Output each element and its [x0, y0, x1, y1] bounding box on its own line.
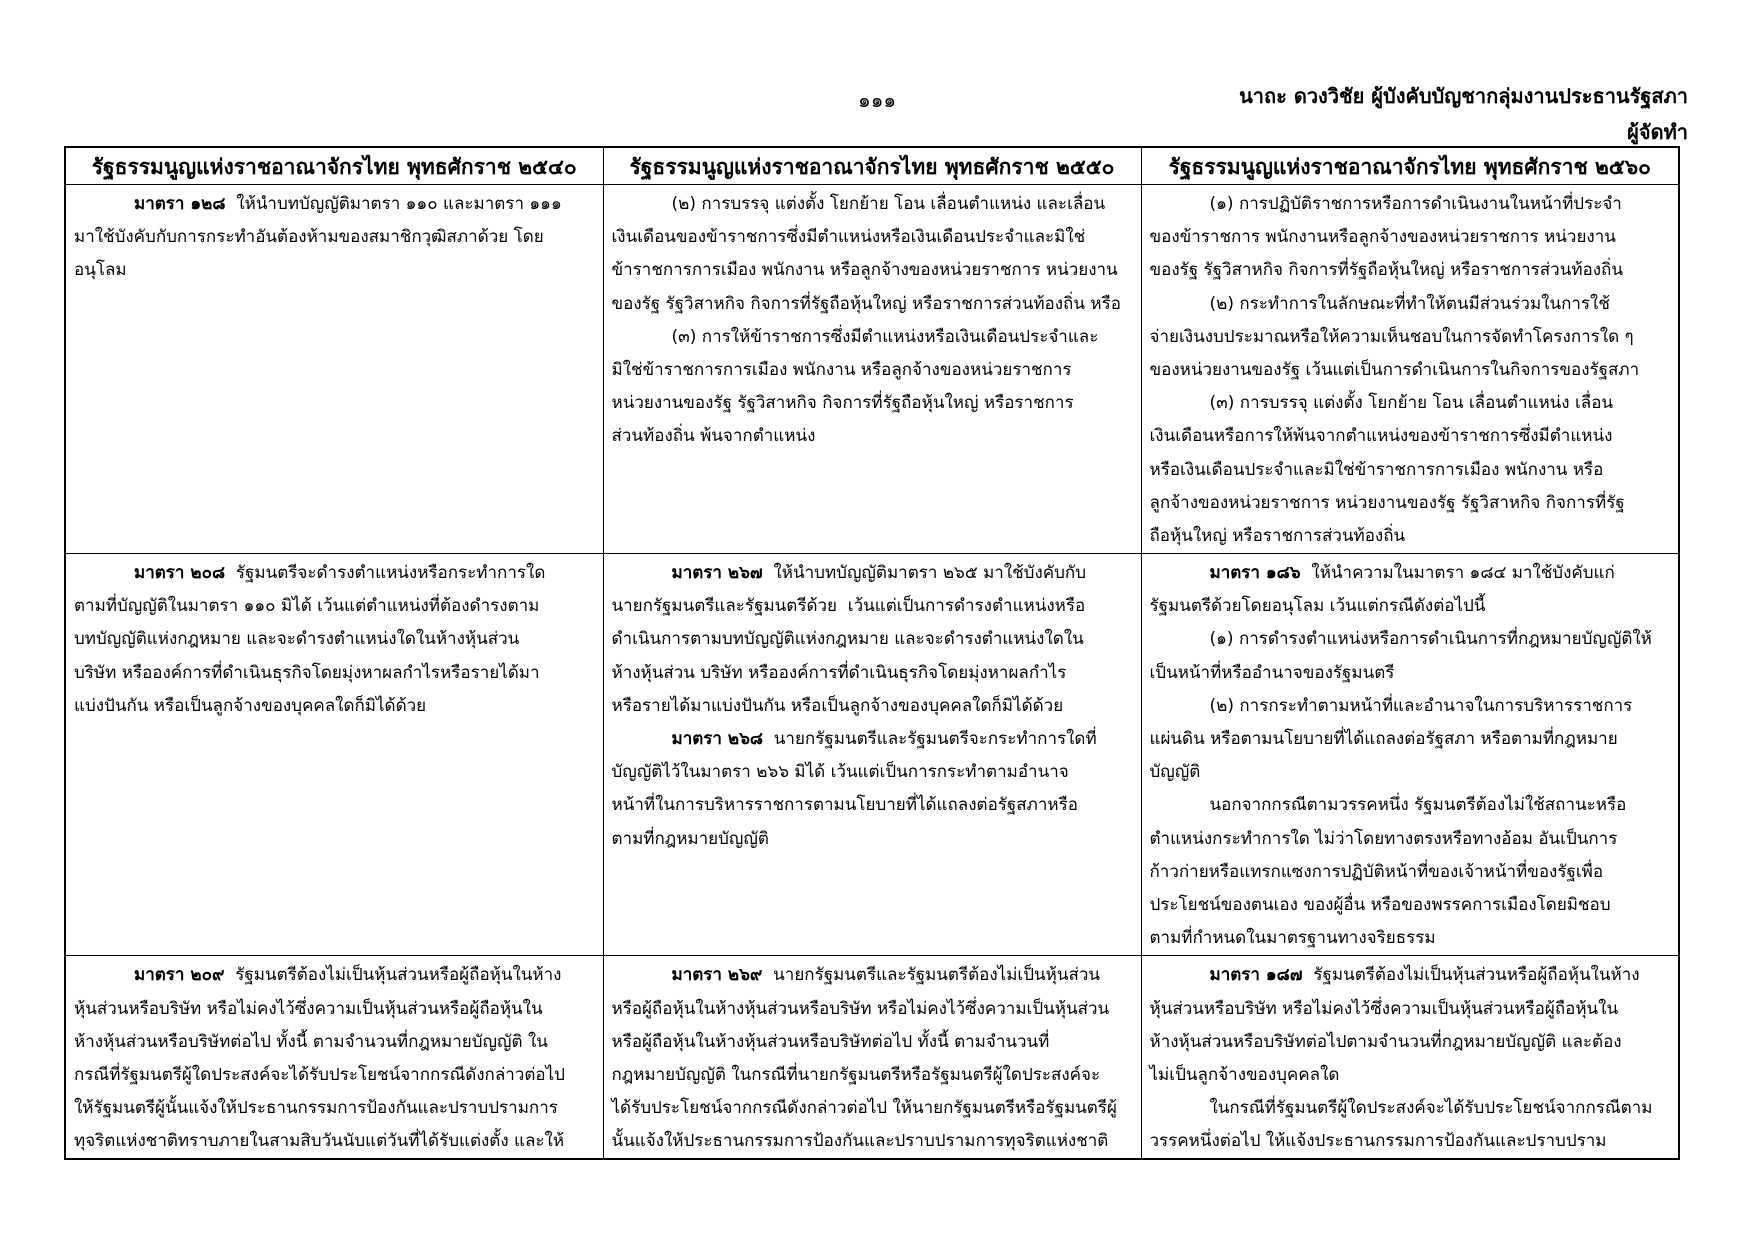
table-row [65, 185, 1679, 554]
line-text: ห้างหุ้นส่วน บริษัท หรือองค์การที่ดำเนินธุรกิจโดยมุ่งหาผลกำไร [611, 662, 1067, 683]
text-line [1150, 623, 1671, 656]
line-text: ถือหุ้นใหญ่ หรือราชการส่วนท้องถิ่น [1149, 525, 1406, 546]
line-text: ทุจริตแห่งชาติทราบภายในสามสิบวันนับแต่วันที่ได้รับแต่งตั้ง และให้ [74, 1131, 565, 1152]
line-text: ส่วนท้องถิ่น พ้นจากตำแหน่ง [611, 426, 816, 447]
text-line [74, 657, 595, 690]
line-text: หรือรายได้มาแบ่งปันกัน หรือเป็นลูกจ้างของบุคคลใดก็มิได้ด้วย [611, 695, 1064, 716]
section-number: มาตรา ๒๐๙ [134, 965, 225, 986]
line-text: แบ่งปันกัน หรือเป็นลูกจ้างของบุคคลใดก็มิได้ด้วย [74, 695, 427, 716]
text-line [1150, 321, 1671, 354]
line-text: แผ่นดิน หรือตามนโยบายที่ได้แถลงต่อรัฐสภา หรือตามที่กฎหมาย [1149, 729, 1618, 749]
text-line [612, 823, 1133, 856]
line-text: ให้นำบทบัญญัติมาตรา ๑๑๐ และมาตรา ๑๑๑ [225, 194, 562, 214]
line-text: รัฐมนตรีด้วยโดยอนุโลม เว้นแต่กรณีดังต่อไปนี้ [1149, 596, 1486, 617]
line-text: (๑) การปฏิบัติราชการหรือการดำเนินงานในหน้าที่ประจำ [1209, 194, 1622, 214]
text-line [612, 590, 1133, 623]
line-text: รัฐมนตรีต้องไม่เป็นหุ้นส่วนหรือผู้ถือหุ้นในห้าง [1302, 965, 1640, 986]
text-line [74, 623, 595, 656]
text-line [1150, 1059, 1671, 1092]
text-line [1150, 723, 1671, 756]
line-text: บริษัท หรือองค์การที่ดำเนินธุรกิจโดยมุ่งหาผลกำไรหรือรายได้มา [74, 662, 540, 683]
line-text: (๒) การบรรจุ แต่งตั้ง โยกย้าย โอน เลื่อนตำแหน่ง และเลื่อน [671, 194, 1106, 214]
text-line [1150, 657, 1671, 690]
text-line [612, 1125, 1133, 1158]
constitution-comparison-table [64, 146, 1680, 1160]
text-line [1150, 288, 1671, 321]
text-line [1150, 856, 1671, 889]
line-text: หุ้นส่วนหรือบริษัท หรือไม่คงไว้ซึ่งความเป็นหุ้นส่วนหรือผู้ถือหุ้นใน [1149, 998, 1619, 1019]
text-line [1150, 590, 1671, 623]
line-text: ให้นำบทบัญญัติมาตรา ๒๖๕ มาใช้บังคับกับ [762, 563, 1087, 584]
text-line [74, 1125, 595, 1158]
text-line [1150, 922, 1671, 955]
line-text: นั้นแจ้งให้ประธานกรรมการป้องกันและปราบปรามการทุจริตแห่งชาติ [611, 1131, 1109, 1152]
column-header-2560: รัฐธรรมนูญแห่งราชอาณาจักรไทย พุทธศักราช ๒๕๖๐ [1141, 147, 1679, 185]
line-text: รัฐมนตรีจะดำรงตำแหน่งหรือกระทำการใด [225, 563, 546, 584]
line-text: ห้างหุ้นส่วนหรือบริษัทต่อไป ทั้งนี้ ตามจำนวนที่กฎหมายบัญญัติ ใน [74, 1031, 548, 1052]
text-line [74, 188, 595, 221]
table-cell [603, 554, 1141, 956]
text-line [612, 623, 1133, 656]
section-number: มาตรา ๑๘๖ [1209, 563, 1301, 584]
line-text: ประโยชน์ของตนเอง ของผู้อื่น หรือของพรรคการเมืองโดยมิชอบ [1149, 894, 1611, 915]
text-line [612, 1059, 1133, 1092]
text-line [1150, 1026, 1671, 1059]
text-line [1150, 454, 1671, 487]
line-text: รัฐมนตรีต้องไม่เป็นหุ้นส่วนหรือผู้ถือหุ้นในห้าง [224, 965, 562, 986]
section-number: มาตรา ๒๖๗ [671, 563, 763, 584]
text-line [1150, 487, 1671, 520]
author-role: ผู้จัดทำ [1627, 120, 1688, 144]
column-header-2540: รัฐธรรมนูญแห่งราชอาณาจักรไทย พุทธศักราช ๒๕๔๐ [65, 147, 603, 185]
text-line [612, 254, 1133, 287]
text-line [612, 288, 1133, 321]
text-line [1150, 889, 1671, 922]
line-text: เป็นหน้าที่หรืออำนาจของรัฐมนตรี [1149, 662, 1395, 683]
line-text: บัญญัติ [1149, 762, 1201, 783]
line-text: ตามที่บัญญัติในมาตรา ๑๑๐ มิได้ เว้นแต่ตำแหน่งที่ต้องดำรงตาม [74, 596, 540, 617]
line-text: ข้าราชการการเมือง พนักงาน หรือลูกจ้างของหน่วยราชการ หน่วยงาน [611, 260, 1118, 281]
text-line [612, 789, 1133, 822]
line-text: (๓) การให้ข้าราชการซึ่งมีตำแหน่งหรือเงินเดือนประจำและ [671, 326, 1099, 347]
line-text: วรรคหนึ่งต่อไป ให้แจ้งประธานกรรมการป้องกันและปราบปราม [1149, 1131, 1607, 1152]
author-line: นาถะ ดวงวิชัย ผู้บังคับบัญชากลุ่มงานประธานรัฐสภา [1239, 84, 1688, 108]
text-line [1150, 823, 1671, 856]
text-line [74, 1059, 595, 1092]
line-text: ได้รับประโยชน์จากกรณีดังกล่าวต่อไป ให้นายกรัฐมนตรีหรือรัฐมนตรีผู้ [611, 1098, 1117, 1119]
column-header-2550: รัฐธรรมนูญแห่งราชอาณาจักรไทย พุทธศักราช ๒๕๕๐ [603, 147, 1141, 185]
text-line [612, 993, 1133, 1026]
table-cell [65, 185, 603, 554]
text-line [74, 590, 595, 623]
line-text: หน่วยงานของรัฐ รัฐวิสาหกิจ กิจการที่รัฐถือหุ้นใหญ่ หรือราชการ [611, 393, 1074, 414]
line-text: มิใช่ข้าราชการการเมือง พนักงาน หรือลูกจ้างของหน่วยราชการ [611, 359, 1072, 380]
line-text: ของข้าราชการ พนักงานหรือลูกจ้างของหน่วยราชการ หน่วยงาน [1149, 227, 1616, 248]
text-line [612, 188, 1133, 221]
table-cell [65, 554, 603, 956]
line-text: ของรัฐ รัฐวิสาหกิจ กิจการที่รัฐถือหุ้นใหญ่ หรือราชการส่วนท้องถิ่น หรือ [611, 293, 1121, 314]
line-text: หรือเงินเดือนประจำและมิใช่ข้าราชการการเมือง พนักงาน หรือ [1149, 459, 1604, 480]
section-number: มาตรา ๑๘๗ [1209, 965, 1303, 986]
line-text: ก้าวก่ายหรือแทรกแซงการปฏิบัติหน้าที่ของเจ้าหน้าที่ของรัฐเพื่อ [1149, 861, 1604, 882]
line-text: (๑) การดำรงตำแหน่งหรือการดำเนินการที่กฎหมายบัญญัติให้ [1209, 629, 1652, 650]
text-line [612, 354, 1133, 387]
line-text: ให้นำความในมาตรา ๑๘๔ มาใช้บังคับแก่ [1300, 563, 1615, 584]
line-text: ของรัฐ รัฐวิสาหกิจ กิจการที่รัฐถือหุ้นใหญ่ หรือราชการส่วนท้องถิ่น [1149, 260, 1623, 281]
line-text: หรือผู้ถือหุ้นในห้างหุ้นส่วนหรือบริษัทต่อไป ทั้งนี้ ตามจำนวนที่ [611, 1031, 1050, 1052]
text-line [74, 690, 595, 723]
text-line [1150, 520, 1671, 553]
text-line [1150, 789, 1671, 822]
line-text: (๒) การกระทำตามหน้าที่และอำนาจในการบริหารราชการ [1209, 695, 1633, 716]
text-line [74, 557, 595, 590]
line-text: ลูกจ้างของหน่วยราชการ หน่วยงานของรัฐ รัฐวิสาหกิจ กิจการที่รัฐ [1149, 492, 1625, 513]
text-line [1150, 993, 1671, 1026]
text-line [612, 959, 1133, 992]
text-line [612, 756, 1133, 789]
line-text: เงินเดือนของข้าราชการซึ่งมีตำแหน่งหรือเงินเดือนประจำและมิใช่ [611, 227, 1086, 248]
text-line [1150, 387, 1671, 420]
line-text: ตามที่กฎหมายบัญญัติ [611, 828, 769, 849]
text-line [1150, 756, 1671, 789]
line-text: ตามที่กำหนดในมาตรฐานทางจริยธรรม [1149, 928, 1436, 949]
table-cell [65, 956, 603, 1160]
text-line [74, 1092, 595, 1125]
table-cell [603, 185, 1141, 554]
text-line [1150, 254, 1671, 287]
line-text: นอกจากกรณีตามวรรคหนึ่ง รัฐมนตรีต้องไม่ใช้สถานะหรือ [1209, 795, 1627, 816]
section-number: มาตรา ๒๖๘ [671, 729, 763, 749]
line-text: นายกรัฐมนตรีและรัฐมนตรีจะกระทำการใดที่ [763, 729, 1097, 749]
text-line [1150, 354, 1671, 387]
text-line [612, 657, 1133, 690]
line-text: อนุโลม [74, 260, 127, 281]
text-line [612, 1092, 1133, 1125]
line-text: (๓) การบรรจุ แต่งตั้ง โยกย้าย โอน เลื่อนตำแหน่ง เลื่อน [1209, 393, 1614, 414]
text-line [612, 690, 1133, 723]
text-line [1150, 1125, 1671, 1158]
text-line [1150, 1092, 1671, 1125]
line-text: หรือผู้ถือหุ้นในห้างหุ้นส่วนหรือบริษัท หรือไม่คงไว้ซึ่งความเป็นหุ้นส่วน [611, 998, 1110, 1019]
text-line [612, 387, 1133, 420]
table-cell [603, 956, 1141, 1160]
table-cell [1141, 956, 1679, 1160]
text-line [1150, 557, 1671, 590]
line-text: ดำเนินการตามบทบัญญัติแห่งกฎหมาย และจะดำรงตำแหน่งใดใน [611, 629, 1084, 650]
text-line [1150, 221, 1671, 254]
text-line [1150, 959, 1671, 992]
line-text: ไม่เป็นลูกจ้างของบุคคลใด [1149, 1064, 1340, 1085]
line-text: ในกรณีที่รัฐมนตรีผู้ใดประสงค์จะได้รับประโยชน์จากกรณีตาม [1209, 1098, 1653, 1119]
line-text: ให้รัฐมนตรีผู้นั้นแจ้งให้ประธานกรรมการป้องกันและปราบปรามการ [74, 1098, 558, 1119]
line-text: หน้าที่ในการบริหารราชการตามนโยบายที่ได้แถลงต่อรัฐสภาหรือ [611, 795, 1078, 816]
line-text: ของหน่วยงานของรัฐ เว้นแต่เป็นการดำเนินการในกิจการของรัฐสภา [1149, 359, 1640, 380]
line-text: บทบัญญัติแห่งกฎหมาย และจะดำรงตำแหน่งใดในห้างหุ้นส่วน [74, 629, 520, 650]
text-line [612, 420, 1133, 453]
text-line [74, 221, 595, 254]
line-text: ห้างหุ้นส่วนหรือบริษัทต่อไปตามจำนวนที่กฎหมายบัญญัติ และต้อง [1149, 1031, 1622, 1052]
text-line [74, 959, 595, 992]
section-number: มาตรา ๒๖๙ [671, 965, 763, 986]
text-line [74, 1026, 595, 1059]
text-line [1150, 420, 1671, 453]
line-text: มาใช้บังคับกับการกระทำอันต้องห้ามของสมาชิกวุฒิสภาด้วย โดย [74, 227, 544, 248]
text-line [1150, 690, 1671, 723]
text-line [612, 723, 1133, 756]
line-text: นายกรัฐมนตรีและรัฐมนตรีต้องไม่เป็นหุ้นส่วน [762, 965, 1100, 986]
line-text: กฎหมายบัญญัติ ในกรณีที่นายกรัฐมนตรีหรือรัฐมนตรีผู้ใดประสงค์จะ [611, 1064, 1101, 1085]
section-number: มาตรา ๒๐๘ [134, 563, 226, 584]
table-row [65, 956, 1679, 1160]
line-text: จ่ายเงินงบประมาณหรือให้ความเห็นชอบในการจัดทำโครงการใด ๆ [1149, 326, 1634, 347]
page-number: ๑๑๑ [858, 88, 897, 112]
text-line [612, 557, 1133, 590]
table-header-row [65, 147, 1679, 185]
text-line [74, 993, 595, 1026]
text-line [74, 254, 595, 287]
line-text: (๒) กระทำการในลักษณะที่ทำให้ตนมีส่วนร่วมในการใช้ [1209, 293, 1610, 314]
line-text: บัญญัติไว้ในมาตรา ๒๖๖ มิได้ เว้นแต่เป็นการกระทำตามอำนาจ [611, 762, 1069, 783]
table-cell [1141, 554, 1679, 956]
line-text: เงินเดือนหรือการให้พ้นจากตำแหน่งของข้าราชการซึ่งมีตำแหน่ง [1149, 426, 1613, 447]
line-text: หุ้นส่วนหรือบริษัท หรือไม่คงไว้ซึ่งความเป็นหุ้นส่วนหรือผู้ถือหุ้นใน [74, 998, 543, 1019]
text-line [612, 1026, 1133, 1059]
line-text: นายกรัฐมนตรีและรัฐมนตรีด้วย เว้นแต่เป็นการดำรงตำแหน่งหรือ [611, 596, 1086, 617]
line-text: ตำแหน่งกระทำการใด ไม่ว่าโดยทางตรงหรือทางอ้อม อันเป็นการ [1149, 828, 1618, 849]
text-line [1150, 188, 1671, 221]
section-number: มาตรา ๑๒๘ [134, 194, 226, 214]
text-line [612, 321, 1133, 354]
line-text: กรณีที่รัฐมนตรีผู้ใดประสงค์จะได้รับประโยชน์จากกรณีดังกล่าวต่อไป [74, 1064, 565, 1085]
table-cell [1141, 185, 1679, 554]
table-row [65, 554, 1679, 956]
text-line [612, 221, 1133, 254]
